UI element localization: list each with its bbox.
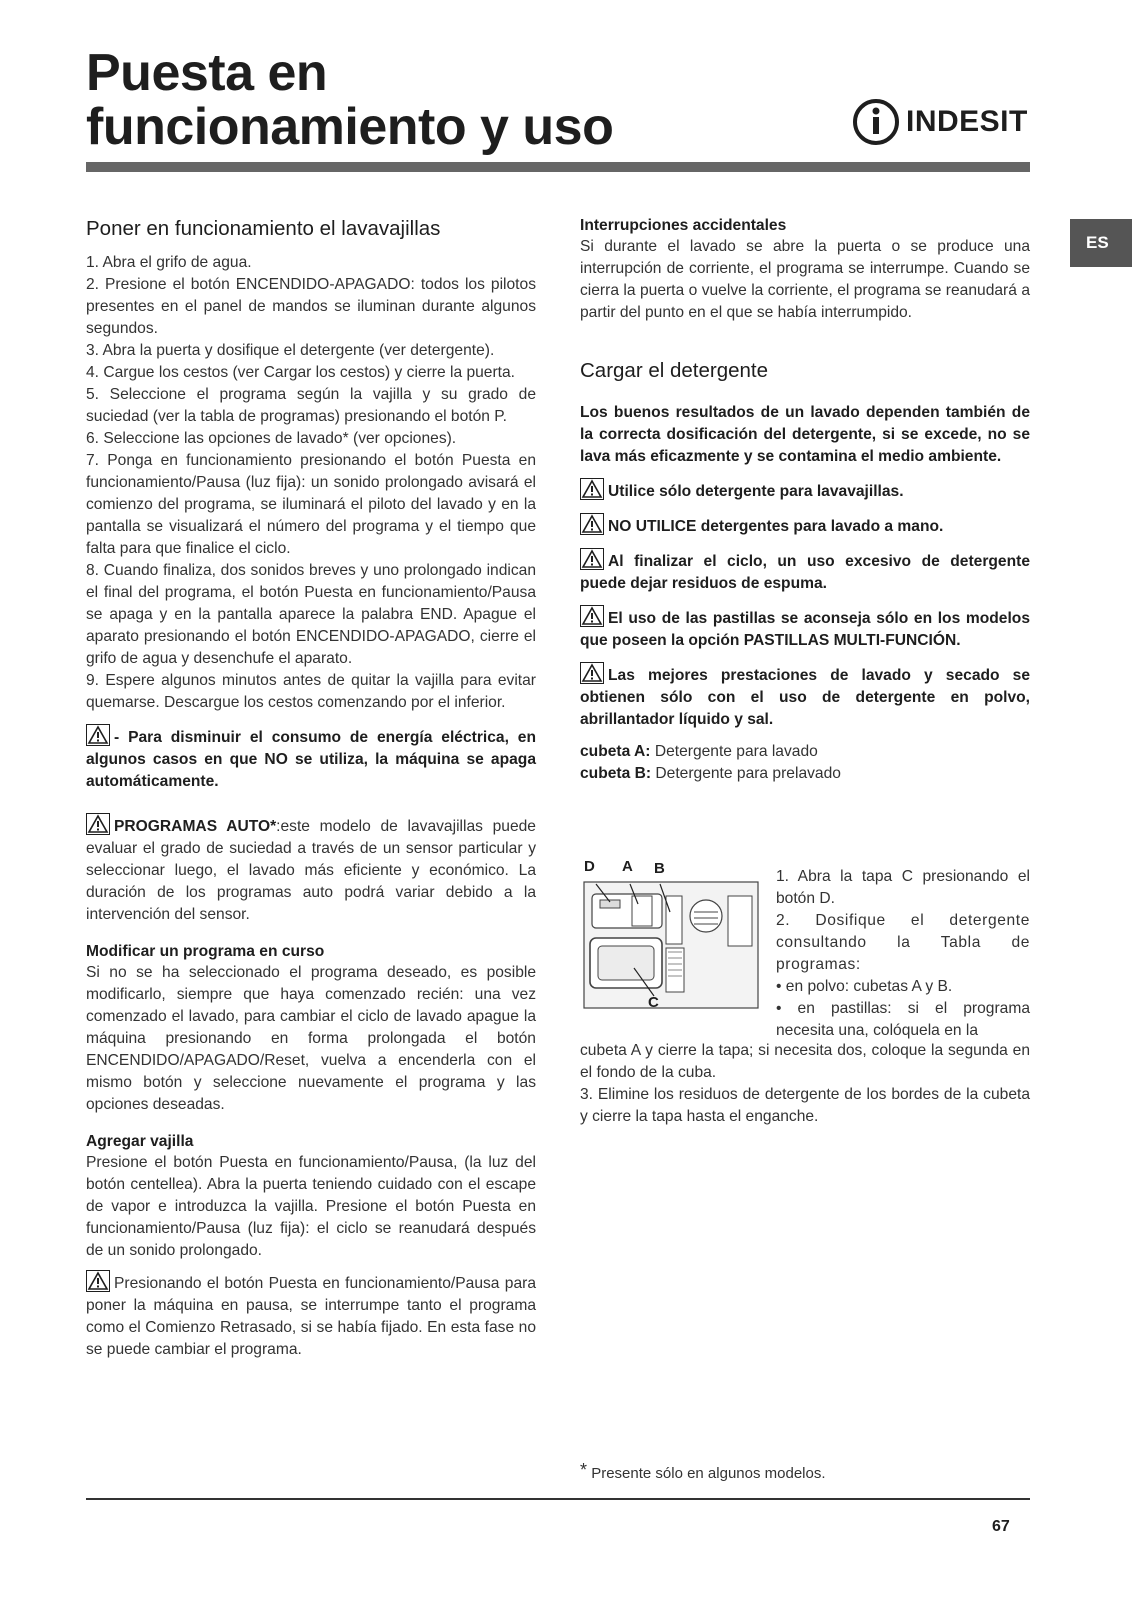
warning-text: El uso de las pastillas se aconseja sólo en los modelos que poseen la opción PASTILLAS MULTI-FUNCIÓN. — [580, 610, 1030, 649]
diagram-label-a: A — [622, 858, 633, 875]
step-2: 2. Presione el botón ENCENDIDO-APAGADO: todos los pilotos presentes en el panel de mandos se iluminan durante algunos segundos. — [86, 276, 536, 337]
warning-text: NO UTILICE detergentes para lavado a mano. — [608, 518, 944, 535]
step-4: 4. Cargue los cestos (ver Cargar los cestos) y cierre la puerta. — [86, 364, 515, 381]
energy-note-text: - Para disminuir el consumo de energía eléctrica, en algunos casos en que NO se utiliza, la máquina se apaga automáticamente. — [86, 729, 536, 790]
warning-text: Las mejores prestaciones de lavado y secado se obtienen sólo con el uso de detergente en polvo, abrillantador líquido y sal. — [580, 667, 1030, 728]
warning-icon — [580, 478, 604, 500]
auto-programs-label: PROGRAMAS AUTO* — [114, 818, 277, 835]
warning-text: Utilice sólo detergente para lavavajillas. — [608, 483, 904, 500]
indesit-info-icon — [850, 96, 902, 148]
language-tab: ES — [1070, 219, 1132, 267]
instruction-tablets-cont: cubeta A y cierre la tapa; si necesita dos, coloque la segunda en el fondo de la cuba. — [580, 1042, 1030, 1081]
warning-icon — [580, 605, 604, 627]
add-text: Presione el botón Puesta en funcionamiento/Pausa, (la luz del botón centellea). Abra la puerta teniendo cuidado con el escape de vapor e introduzca la vajilla. Presione el botón Puesta en funcionamiento/Pausa (luz fija): el ciclo se reanudará después de un sonido prolongado. — [86, 1154, 536, 1259]
title-line-2: funcionamiento y uso — [86, 98, 614, 156]
cubeta-a-text: Detergente para lavado — [654, 743, 818, 760]
modify-text: Si no se ha seleccionado el programa deseado, es posible modificarlo, siempre que haya comenzado recién: una vez comenzado el lavado, para cambiar el ciclo de lavado apague la máquina presionando en forma prolongada el botón ENCENDIDO/APAGADO/Reset, vuelva a encenderla con el mismo botón y seleccione nuevamente el programa y las opciones deseadas. — [86, 964, 536, 1113]
instruction-powder: • en polvo: cubetas A y B. — [776, 978, 953, 995]
brand-name: INDESIT — [906, 105, 1028, 138]
header-rule — [86, 162, 1030, 172]
footnote — [580, 1460, 826, 1482]
instruction-2: 2. Dosifique el detergente consultando la Tabla de programas: — [776, 912, 1030, 973]
dispenser-diagram — [580, 858, 762, 1012]
warning-icon — [86, 724, 110, 746]
auto-programs-note — [86, 813, 536, 926]
warning-icon — [580, 662, 604, 684]
cubeta-a-label: cubeta A: — [580, 743, 651, 760]
instruction-1: 1. Abra la tapa C presionando el botón D. — [776, 868, 1030, 907]
footer-rule — [86, 1498, 1030, 1500]
heading-modify: Modificar un programa en curso — [86, 943, 325, 960]
cubeta-a — [580, 741, 1030, 763]
cubeta-b-text: Detergente para prelavado — [655, 765, 841, 782]
step-9: 9. Espere algunos minutos antes de quitar la vajilla para evitar quemarse. Descargue los cestos comenzando por el inferior. — [86, 672, 536, 711]
instruction-3: 3. Elimine los residuos de detergente de los bordes de la cubeta y cierre la tapa hasta el enganche. — [580, 1086, 1030, 1125]
warning-item — [580, 548, 1030, 595]
warning-icon — [580, 548, 604, 570]
step-7: 7. Ponga en funcionamiento presionando el botón Puesta en funcionamiento/Pausa (luz fija): un sonido prolongado avisará el comienzo del programa, se iluminará el piloto del lavado y en la pantalla se visualizará el número del programa y el tiempo que falta para que finalice el ciclo. — [86, 452, 536, 557]
auto-programs-text: :este modelo de lavavajillas puede evaluar el grado de suciedad a través de un sensor particular y seleccionar luego, el lavado más eficiente y económico. La duración de los programas auto podrá variar debido a la intervención del sensor. — [86, 818, 536, 923]
step-5: 5. Seleccione el programa según la vajilla y su grado de suciedad (ver la tabla de programas) presionando el botón P. — [86, 386, 536, 425]
detergent-intro: Los buenos resultados de un lavado dependen también de la correcta dosificación del detergente, si se excede, no se lava más eficazmente y se contamina el medio ambiente. — [580, 404, 1030, 465]
warning-text: Al finalizar el ciclo, un uso excesivo de detergente puede dejar residuos de espuma. — [580, 553, 1030, 592]
warning-item — [580, 662, 1030, 731]
cubeta-b-label: cubeta B: — [580, 765, 652, 782]
warning-item — [580, 513, 1030, 538]
warning-item — [580, 478, 1030, 503]
heading-add: Agregar vajilla — [86, 1133, 194, 1150]
warning-item — [580, 605, 1030, 652]
cubeta-b — [580, 763, 1030, 785]
pause-note — [86, 1270, 536, 1361]
title-line-1: Puesta en — [86, 44, 328, 102]
step-3: 3. Abra la puerta y dosifique el detergente (ver detergente). — [86, 342, 495, 359]
pause-note-text: Presionando el botón Puesta en funcionamiento/Pausa para poner la máquina en pausa, se interrumpe tanto el programa como el Comienzo Retrasado, si se había fijado. En esta fase no se puede cambiar el programa. — [86, 1275, 536, 1358]
brand-logo — [850, 96, 1030, 148]
energy-note — [86, 724, 536, 793]
footnote-text: Presente sólo en algunos modelos. — [591, 1465, 826, 1482]
footnote-mark: * — [580, 1460, 588, 1480]
page-title — [86, 46, 786, 154]
step-1: 1. Abra el grifo de agua. — [86, 254, 252, 271]
interrupt-text: Si durante el lavado se abre la puerta o se produce una interrupción de corriente, el programa se interrumpe. Cuando se cierra la puerta o vuelve la corriente, el programa se reanudará a partir del punto en el que se había interrumpido. — [580, 238, 1030, 321]
instruction-tablets: • en pastillas: si el programa necesita una, colóquela en la — [776, 1000, 1030, 1039]
page-number: 67 — [992, 1518, 1010, 1535]
left-column — [86, 216, 536, 1361]
step-8: 8. Cuando finaliza, dos sonidos breves y uno prolongado indican el final del programa, el botón Puesta en funcionamiento/Pausa se apaga y en la pantalla aparece la palabra END. Apague el aparato presionando el botón ENCENDIDO-APAGADO, cierre el grifo de agua y desenchufe el aparato. — [86, 562, 536, 667]
dispenser-instructions-cont — [580, 1040, 1030, 1128]
warning-icon — [86, 1270, 110, 1292]
warning-icon — [86, 813, 110, 835]
diagram-label-b: B — [654, 860, 665, 877]
step-6: 6. Seleccione las opciones de lavado* (ver opciones). — [86, 430, 457, 447]
diagram-label-c: C — [648, 994, 659, 1011]
warning-icon — [580, 513, 604, 535]
heading-detergent: Cargar el detergente — [580, 359, 769, 382]
start-steps — [86, 252, 536, 714]
heading-start: Poner en funcionamiento el lavavajillas — [86, 217, 441, 240]
heading-interrupt: Interrupciones accidentales — [580, 217, 787, 234]
diagram-label-d: D — [584, 858, 595, 875]
dispenser-instructions — [776, 866, 1030, 1042]
right-column — [580, 216, 1030, 785]
